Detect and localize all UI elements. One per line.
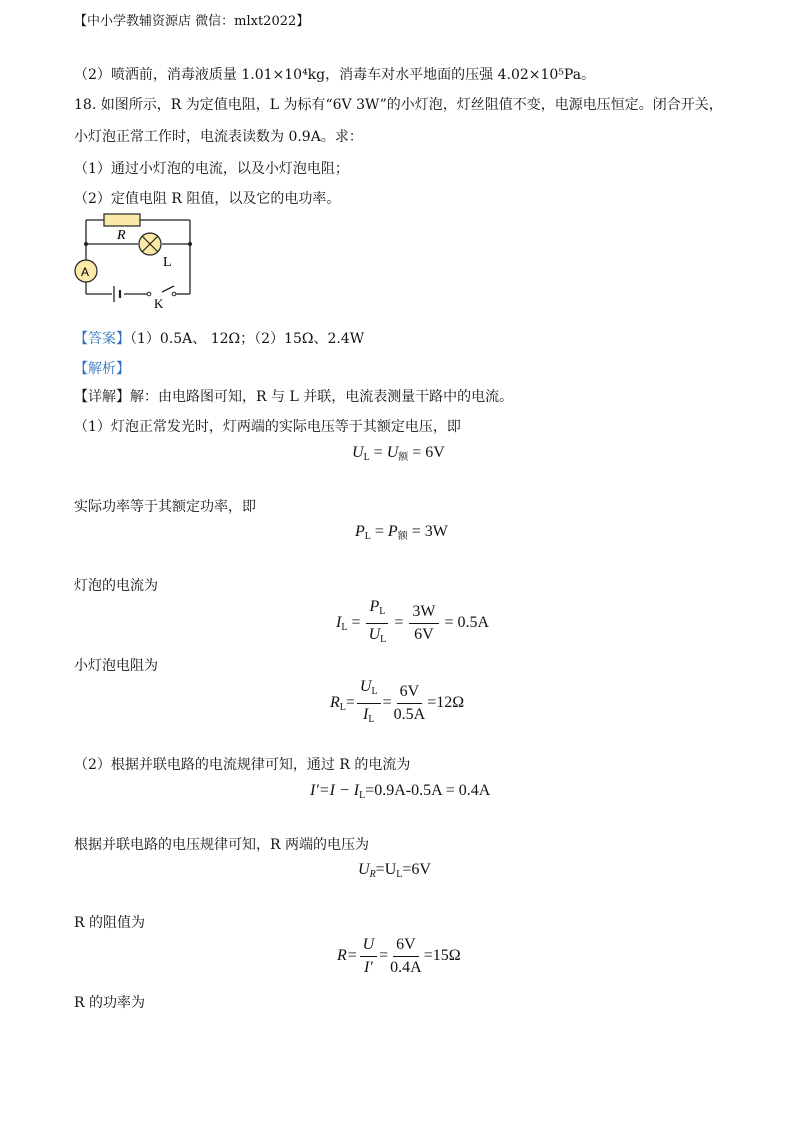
detail-intro: 解：由电路图可知，R 与 L 并联，电流表测量干路中的电流。 bbox=[130, 389, 514, 405]
text-current: 灯泡的电流为 bbox=[74, 578, 158, 594]
question-part-1: （1）通过小灯泡的电流，以及小灯泡电阻； bbox=[74, 161, 349, 177]
prev-answer-line: （2）喷洒前，消毒液质量 1.01×10⁴kg，消毒车对水平地面的压强 4.02×10⁵Pa。 bbox=[74, 67, 596, 83]
label-A: A bbox=[81, 265, 90, 279]
circuit-diagram bbox=[70, 208, 200, 312]
equation-5: $I'=I - I_L=0.9A-0.5A = 0.4A$ bbox=[310, 782, 491, 801]
equation-1: $U_L = U_额 = 6V$ bbox=[352, 444, 445, 463]
header-text: 【中小学教辅资源店 微信：mlxt2022】 bbox=[74, 14, 310, 29]
part2-intro: （2）根据并联电路的电流规律可知，通过 R 的电流为 bbox=[74, 757, 411, 773]
detail-tag: 【详解】 bbox=[74, 389, 130, 405]
text-rpow: R 的功率为 bbox=[74, 995, 145, 1011]
question-line-2: 小灯泡正常工作时，电流表读数为 0.9A。求： bbox=[74, 129, 363, 145]
equation-6: $U_R=U_L=6V$ bbox=[358, 861, 431, 880]
equation-7: R= $\frac{U}{I'}$ = $\frac{6V}{0.4A}$ =15Ω bbox=[337, 936, 461, 976]
label-R: R bbox=[117, 228, 126, 243]
text-power: 实际功率等于其额定功率，即 bbox=[74, 499, 256, 515]
label-L: L bbox=[163, 255, 172, 270]
answer-text: （1）0.5A、 12Ω；（2）15Ω、2.4W bbox=[130, 331, 365, 347]
part1-intro: （1）灯泡正常发光时，灯两端的实际电压等于其额定电压，即 bbox=[74, 419, 461, 435]
question-line-1: 18. 如图所示，R 为定值电阻，L 为标有“6V 3W”的小灯泡，灯丝阻值不变，电源电压恒定。闭合开关， bbox=[74, 97, 723, 113]
equation-4: $R_L=$ $\frac{U_L}{I_L}$ = $\frac{6V}{0.5A}$ =12Ω bbox=[330, 678, 465, 725]
equation-2: $P_L = P_额 = 3W$ bbox=[355, 523, 448, 542]
lamp-L bbox=[139, 233, 161, 255]
text-rval: R 的阻值为 bbox=[74, 915, 145, 931]
equation-3: $I_L$ = $\frac{P_L}{U_L}$ = $\frac{3W}{6V}$ = 0.5A bbox=[336, 598, 490, 645]
analysis-tag: 【解析】 bbox=[74, 361, 130, 377]
question-part-2: （2）定值电阻 R 阻值，以及它的电功率。 bbox=[74, 191, 341, 207]
text-volt: 根据并联电路的电压规律可知，R 两端的电压为 bbox=[74, 837, 369, 853]
answer-tag: 【答案】 bbox=[74, 331, 130, 347]
label-K: K bbox=[154, 296, 164, 311]
text-resist: 小灯泡电阻为 bbox=[74, 658, 158, 674]
resistor-R bbox=[104, 214, 140, 226]
